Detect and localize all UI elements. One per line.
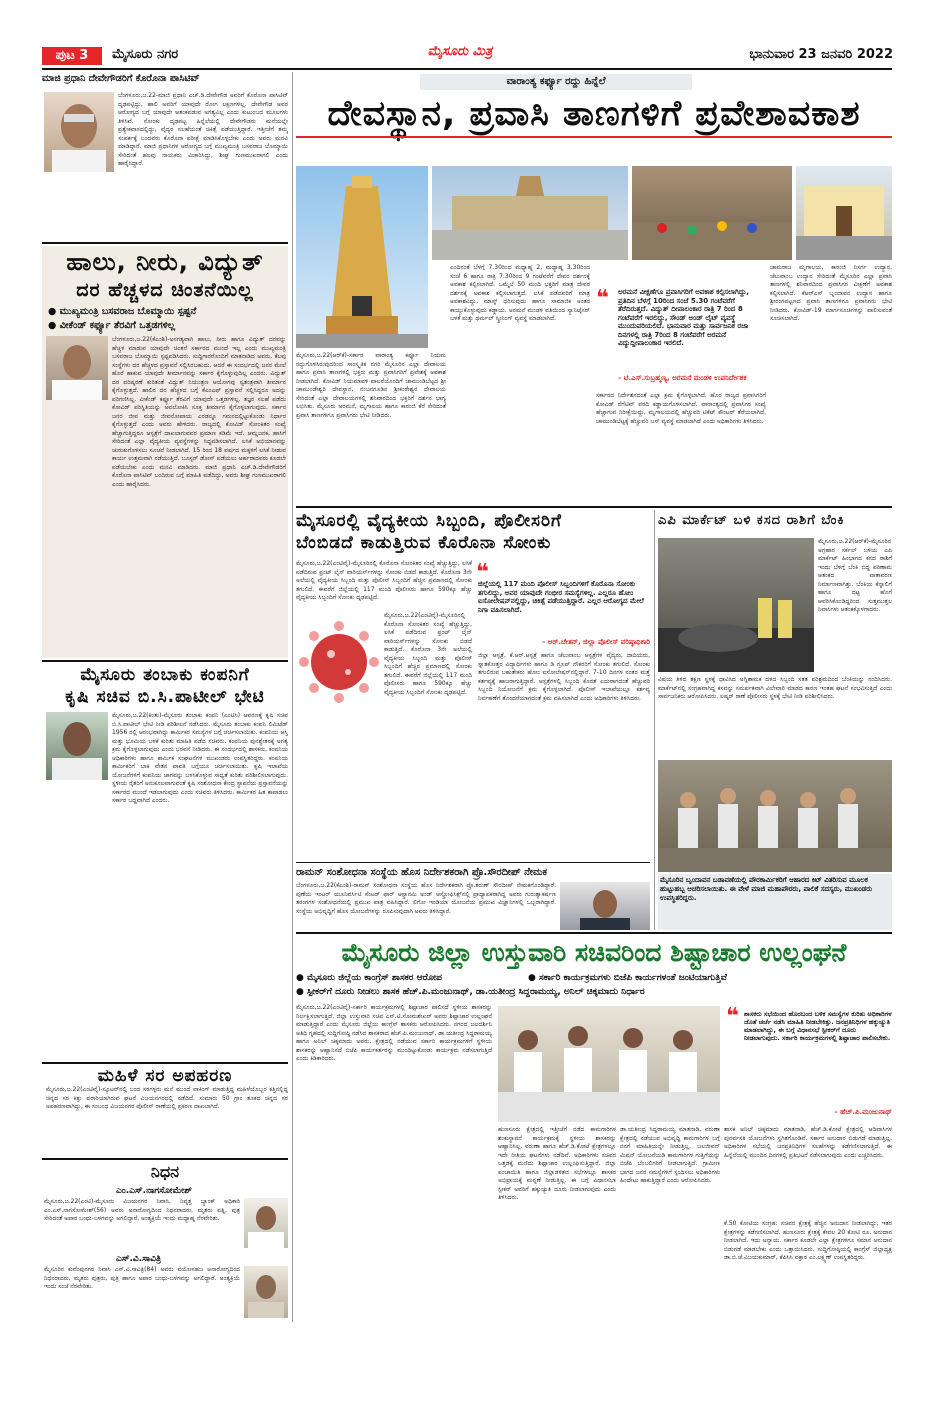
obituary-photo-1	[244, 1198, 288, 1248]
palace-photo	[432, 166, 628, 260]
obituary-name-1: ಎಂ.ಎಸ್.ನಾಗಸೋಮೇಶ್	[116, 1186, 192, 1196]
issue-date: ಭಾನುವಾರ 23 ಜನವರಿ 2022	[749, 47, 893, 62]
page-number-badge: ಪುಟ 3	[42, 47, 102, 65]
minister-body-3: ಡಾ.ಯತೀಂದ್ರ ಸಿದ್ದರಾಮಯ್ಯ ಮಾತನಾಡಿ, ವರುಣಾ ಕ್ಷೇತ್ರದಲ್ಲಿ ನಡೆಯುವ ಅಭಿವೃದ್ಧಿ ಕಾಮಗಾರಿಗಳ ಬಗ್ಗೆ ನನಗೆ ಮಾಹಿತಿಯನ್ನೇ ನೀಡುತ್ತಿಲ್ಲ. ಜಲಜೀವನ್ ಮಿಷನ್ ಯೋಜನೆಯಡಿ ಕಾಮಗಾರಿಗಳ ಗುತ್ತಿಗೆಯನ್ನು ಬಿಜೆಪಿ ಬೆಂಬಲಿಗರಿಗೆ ನೀಡಲಾಗುತ್ತಿದೆ. ಗ್ರಾಮೀಣ ಭಾಗದ ಜನರ ಸಮಸ್ಯೆಗಳಿಗೆ ಸ್ಪಂದಿಸಲು ಅಧಿಕಾರಿಗಳು ಹಿಂದೇಟು ಹಾಕುತ್ತಿದ್ದಾರೆ ಎಂದು ಆರೋಪಿಸಿದರು.	[620, 1126, 720, 1184]
raman-body: ಬೆಂಗಳೂರು,ಜ.22(ಕೆಎಂಶಿ)-ರಾಮನ್ ಸಂಶೋಧನಾ ಸಂಸ್ಥೆಯ ಹೊಸ ನಿರ್ದೇಶಕರಾಗಿ ಪ್ರೊ.ತರುಣ್ ಸೌರದೀಪ್ ನೇಮಕಗೊಂಡಿದ್ದಾರೆ. ಪುಣೆಯ ಇಂಟರ್ ಯೂನಿವರ್ಸಿಟಿ ಸೆಂಟರ್ ಫಾರ್ ಆಸ್ಟ್ರಾನಮಿ ಅಂಡ್ ಆಸ್ಟ್ರೋಫಿಸಿಕ್ಸ್‌ನಲ್ಲಿ ಪ್ರಾಧ್ಯಾಪಕರಾಗಿದ್ದ ಅವರು ಗುರುತ್ವಾಕರ್ಷಣ ತರಂಗಗಳ ಸಂಶೋಧನೆಯಲ್ಲಿ ಪ್ರಮುಖ ಪಾತ್ರ ವಹಿಸಿದ್ದಾರೆ. ಲಿಗೋ ಇಂಡಿಯಾ ಯೋಜನೆಯ ಪ್ರಮುಖ ವಿಜ್ಞಾನಿಗಳಲ್ಲಿ ಒಬ್ಬರಾಗಿದ್ದಾರೆ. ಸಂಸ್ಥೆಯ ಅಭಿವೃದ್ಧಿಗೆ ಹೊಸ ಯೋಜನೆಗಳನ್ನು ರೂಪಿಸುವುದಾಗಿ ಅವರು ತಿಳಿಸಿದ್ದಾರೆ.	[296, 882, 556, 915]
milk-headline-2: ದರ ಹೆಚ್ಚಳದ ಚಿಂತನೆಯಿಲ್ಲ	[76, 279, 254, 301]
paper-logo: ಮೈಸೂರು ಮಿತ್ರ	[427, 44, 493, 59]
tobacco-headline-1: ಮೈಸೂರು ತಂಬಾಕು ಕಂಪನಿಗೆ	[80, 665, 250, 685]
zoo-photo	[632, 166, 792, 260]
column-divider	[292, 72, 293, 1322]
raman-headline: ರಾಮನ್ ಸಂಶೋಧನಾ ಸಂಸ್ಥೆಯ ಹೊಸ ನಿರ್ದೇಶಕರಾಗಿ ಪ್ರೊ.ಸೌರದೀಪ್ ನೇಮಕ	[296, 867, 547, 878]
temple-quote-by: – ಟಿ.ಎಸ್.ಸುಬ್ರಹ್ಮಣ್ಯ, ಅರಮನೆ ಮಂಡಳಿ ಉಪನಿರ್ದೇಶಕ	[618, 374, 747, 382]
divider	[42, 242, 288, 244]
divider	[42, 1158, 288, 1160]
milk-body: ಬೆಂಗಳೂರು,ಜ.22(ಕೆಎಂಶಿ)-ಅನಗತ್ಯವಾಗಿ ಹಾಲು, ನೀರು ಹಾಗೂ ವಿದ್ಯುತ್ ದರವನ್ನು ಹೆಚ್ಚಳ ಮಾಡುವ ಯಾವುದೇ ಚಿಂತನೆ ಸರ್ಕಾರದ ಮುಂದೆ ಇಲ್ಲ ಎಂದು ಮುಖ್ಯಮಂತ್ರಿ ಬಸವರಾಜ ಬೊಮ್ಮಾಯಿ ಸ್ಪಷ್ಟಪಡಿಸಿದರು. ಸುದ್ದಿಗಾರರೊಂದಿಗೆ ಮಾತನಾಡಿದ ಅವರು, ಕೆಲವು ಸಂಸ್ಥೆಗಳು ದರ ಹೆಚ್ಚಳದ ಪ್ರಸ್ತಾವನೆ ಸಲ್ಲಿಸಿರಬಹುದು. ಆದರೆ ಈ ಸಂದರ್ಭದಲ್ಲಿ ಜನರ ಮೇಲೆ ಹೊರೆ ಹಾಕುವ ಯಾವುದೇ ತೀರ್ಮಾನವನ್ನು ಸರ್ಕಾರ ಕೈಗೊಳ್ಳುವುದಿಲ್ಲ ಎಂದರು. ವಿದ್ಯುತ್ ದರ ಪರಿಷ್ಕರಣೆ ಕುರಿತಂತೆ ವಿದ್ಯುತ್ ನಿಯಂತ್ರಣ ಆಯೋಗವು ಸ್ವತಂತ್ರವಾಗಿ ತೀರ್ಮಾನ ಕೈಗೊಳ್ಳುತ್ತದೆ. ಹಾಲಿನ ದರ ಹೆಚ್ಚಳದ ಬಗ್ಗೆ ಕೆಎಂಎಫ್ ಪ್ರಸ್ತಾವನೆ ಸಲ್ಲಿಸಿದ್ದರೂ ಅದನ್ನು ಪರಿಗಣಿಸಿಲ್ಲ. ವೀಕೆಂಡ್ ಕರ್ಫ್ಯೂ ತೆರವಿಗೆ ಯಾವುದೇ ಒತ್ತಡಗಳಿಲ್ಲ. ತಜ್ಞರ ಸಲಹೆ ಪಡೆದು ಕೋವಿಡ್ ಪರಿಸ್ಥಿತಿಯನ್ನು ಅವಲೋಕಿಸಿ ಸೂಕ್ತ ತೀರ್ಮಾನ ಕೈಗೊಳ್ಳಲಾಗುವುದು. ಸರ್ಕಾರ ಜನರ ಜೀವ ಮತ್ತು ಜೀವನೋಪಾಯ ಎರಡನ್ನೂ ಗಮನದಲ್ಲಿಟ್ಟುಕೊಂಡು ನಿರ್ಧಾರ ಕೈಗೊಳ್ಳುತ್ತದೆ ಎಂದು ಅವರು ಹೇಳಿದರು. ರಾಜ್ಯದಲ್ಲಿ ಕೋವಿಡ್ ಸೋಂಕಿತರ ಸಂಖ್ಯೆ ಹೆಚ್ಚಾಗುತ್ತಿದ್ದರೂ ಆಸ್ಪತ್ರೆಗೆ ದಾಖಲಾಗುವವರ ಪ್ರಮಾಣ ಕಡಿಮೆ ಇದೆ. ಆಮ್ಲಜನಕ, ಹಾಸಿಗೆ ಸೇರಿದಂತೆ ಎಲ್ಲಾ ವೈದ್ಯಕೀಯ ವ್ಯವಸ್ಥೆಗಳನ್ನು ಸಿದ್ಧಪಡಿಸಲಾಗಿದೆ. ಲಸಿಕೆ ಅಭಿಯಾನವನ್ನು ಚುರುಕುಗೊಳಿಸಲು ಸೂಚನೆ ನೀಡಲಾಗಿದೆ. 15 ರಿಂದ 18 ವರ್ಷದ ಮಕ್ಕಳಿಗೆ ಲಸಿಕೆ ನೀಡುವ ಕಾರ್ಯ ಉತ್ತಮವಾಗಿ ನಡೆಯುತ್ತಿದೆ. ಬೂಸ್ಟರ್ ಡೋಸ್ ಪಡೆಯಲು ಅರ್ಹರಾದವರು ಕೂಡಲೇ ಪಡೆಯಬೇಕು ಎಂದು ಮನವಿ ಮಾಡಿದರು. ಮಾಜಿ ಪ್ರಧಾನಿ ಎಚ್.ಡಿ.ದೇವೇಗೌಡರಿಗೆ ಕೊರೊನಾ ಪಾಸಿಟಿವ್ ಬಂದಿರುವ ಬಗ್ಗೆ ಮಾಹಿತಿ ಪಡೆದಿದ್ದು, ಅವರು ಶೀಘ್ರ ಗುಣಮುಖರಾಗಲಿ ಎಂದು ಹಾರೈಸಿದರು.	[112, 336, 286, 488]
obituary-name-2: ಎಸ್.ವಿ.ಸಾವಿತ್ರಿ	[116, 1254, 162, 1264]
quote-mark-icon: ❝	[596, 286, 609, 311]
birthday-caption: ಮೈಸೂರಿನ ಬೃಂದಾವನ ಬಡಾವಣೆಯಲ್ಲಿ ಪೌರಕಾರ್ಮಿಕರಿಗೆ ಆಹಾರದ ಕಿಟ್ ವಿತರಿಸುವ ಮೂಲಕ ಹುಟ್ಟುಹಬ್ಬ ಆಚರಿಸಲಾಯಿತು. ಈ ವೇಳೆ ಮಾಜಿ ಮಹಾಪೌರರು, ಪಾಲಿಕೆ ಸದಸ್ಯರು, ಮುಖಂಡರು ಉಪಸ್ಥಿತರಿದ್ದರು.	[658, 874, 892, 930]
market-headline: ಎಪಿ ಮಾರ್ಕೆಟ್ ಬಳಿ ಕಸದ ರಾಶಿಗೆ ಬೆಂಕಿ	[658, 513, 845, 528]
temple-headline: ದೇವಸ್ಥಾನ, ಪ್ರವಾಸಿ ತಾಣಗಳಿಗೆ ಪ್ರವೇಶಾವಕಾಶ	[327, 94, 861, 134]
cm-photo	[46, 336, 108, 400]
obituary-photo-2	[244, 1266, 288, 1318]
temple-entrance-photo	[796, 166, 892, 260]
minister-bullet-2: ● ಸರ್ಕಾರಿ ಕಾರ್ಯಕ್ರಮಗಳು ಬಿಜೆಪಿ ಕಾರ್ಯಗಳಂತೆ ಜಂಟಿಯಾಗುತ್ತಿವೆ	[528, 973, 727, 983]
minister-body-1: ಮೈಸೂರು,ಜ.22(ಎಂಟಿವೈ)-ಸರ್ಕಾರಿ ಕಾರ್ಯಕ್ರಮಗಳಲ್ಲಿ ಶಿಷ್ಟಾಚಾರ ಪಾಲಿಸದೆ ಸ್ಥಳೀಯ ಶಾಸಕರನ್ನು ನಿರ್ಲಕ್ಷಿಸಲಾಗುತ್ತಿದೆ. ಜಿಲ್ಲಾ ಉಸ್ತುವಾರಿ ಸಚಿವ ಎಸ್.ಟಿ.ಸೋಮಶೇಖರ್ ಅವರು ಶಿಷ್ಟಾಚಾರ ಉಲ್ಲಂಘನೆ ಮಾಡುತ್ತಿದ್ದಾರೆ ಎಂದು ಮೈಸೂರು ಜಿಲ್ಲೆಯ ಕಾಂಗ್ರೆಸ್ ಶಾಸಕರು ಆರೋಪಿಸಿದರು. ನಗರದ ಜಲದರ್ಶಿನಿ ಅತಿಥಿ ಗೃಹದಲ್ಲಿ ಸುದ್ದಿಗೋಷ್ಠಿ ನಡೆಸಿದ ಶಾಸಕರಾದ ಹೆಚ್.ಪಿ.ಮಂಜುನಾಥ್, ಡಾ.ಯತೀಂದ್ರ ಸಿದ್ದರಾಮಯ್ಯ ಹಾಗೂ ಅನಿಲ್ ಚಿಕ್ಕಮಾದು ಅವರು, ಕ್ಷೇತ್ರದಲ್ಲಿ ನಡೆಯುವ ಸರ್ಕಾರಿ ಕಾರ್ಯಕ್ರಮಗಳಿಗೆ ಸ್ಥಳೀಯ ಶಾಸಕರನ್ನು ಆಹ್ವಾನಿಸದೆ ಬಿಜೆಪಿ ಕಾರ್ಯಕರ್ತರನ್ನು ಮುಂದಿಟ್ಟುಕೊಂಡು ಕಾರ್ಯಕ್ರಮ ನಡೆಸಲಾಗುತ್ತಿದೆ ಎಂದು ಕಿಡಿಕಾರಿದರು.	[296, 1004, 492, 1062]
birthday-photo	[658, 760, 892, 872]
milk-bullet-1: ● ಮುಖ್ಯಮಂತ್ರಿ ಬಸವರಾಜ ಬೊಮ್ಮಾಯಿ ಸ್ಪಷ್ಟನೆ	[48, 306, 197, 317]
temple-body-3: ಸರ್ಕಾರದ ನಿರ್ದೇಶನದಂತೆ ಎಲ್ಲಾ ಕ್ರಮ ಕೈಗೊಳ್ಳಲಾಗಿದೆ. ಹೊರ ರಾಜ್ಯದ ಪ್ರವಾಸಿಗರಿಗೆ ಕೋವಿಡ್ ನೆಗೆಟಿವ್ ವರದಿ ಕಡ್ಡಾಯಗೊಳಿಸಲಾಗಿದೆ. ವಾರಾಂತ್ಯದಲ್ಲಿ ಪ್ರವಾಸಿಗರ ಸಂಖ್ಯೆ ಹೆಚ್ಚಾಗುವ ನಿರೀಕ್ಷೆಯಿದ್ದು, ಮೃಗಾಲಯದಲ್ಲಿ ಹೆಚ್ಚುವರಿ ಟಿಕೆಟ್ ಕೌಂಟರ್ ತೆರೆಯಲಾಗಿದೆ. ಚಾಮುಂಡಿಬೆಟ್ಟಕ್ಕೆ ಹೆಚ್ಚುವರಿ ಬಸ್ ವ್ಯವಸ್ಥೆ ಮಾಡಲಾಗಿದೆ ಎಂದು ಅಧಿಕಾರಿಗಳು ತಿಳಿಸಿದರು.	[596, 392, 766, 425]
chamundi-temple-photo	[296, 166, 428, 348]
quote-mark-icon: ❝	[476, 560, 489, 585]
devegowda-photo	[44, 92, 114, 172]
covid-body-2: ಜಿಲ್ಲಾ ಆಸ್ಪತ್ರೆ, ಕೆ.ಆರ್.ಆಸ್ಪತ್ರೆ ಹಾಗೂ ಚೆಲುವಾಂಬ ಆಸ್ಪತ್ರೆಗಳ ವೈದ್ಯರು, ದಾದಿಯರು, ಸ್ನಾತಕೋತ್ತರ ವಿದ್ಯಾರ್ಥಿಗಳು ಹಾಗೂ ಡಿ ಗ್ರೂಪ್ ನೌಕರರಿಗೆ ಸೋಂಕು ತಗುಲಿದೆ. ಸೋಂಕು ತಗುಲಿರುವ ಬಹುತೇಕರು ಹೋಂ ಐಸೋಲೇಷನ್‌ನಲ್ಲಿದ್ದಾರೆ. 7-10 ದಿನಗಳ ನಂತರ ಮತ್ತೆ ಕರ್ತವ್ಯಕ್ಕೆ ಹಾಜರಾಗುತ್ತಿದ್ದಾರೆ. ಆಸ್ಪತ್ರೆಗಳಲ್ಲಿ ಸಿಬ್ಬಂದಿ ಕೊರತೆ ಎದುರಾಗದಂತೆ ಹೆಚ್ಚುವರಿ ಸಿಬ್ಬಂದಿ ನಿಯೋಜನೆಗೆ ಕ್ರಮ ಕೈಗೊಳ್ಳಲಾಗಿದೆ. ಪೊಲೀಸ್ ಇಲಾಖೆಯಲ್ಲೂ ಕರ್ತವ್ಯ ನಿರ್ವಹಣೆಗೆ ತೊಂದರೆಯಾಗದಂತೆ ಕ್ರಮ ವಹಿಸಲಾಗಿದೆ ಎಂದು ಅಧಿಕಾರಿಗಳು ತಿಳಿಸಿದರು.	[478, 652, 650, 702]
market-body-1: ಮೈಸೂರು,ಜ.22(ಆರ್‌ಕೆ)-ಮೈಸೂರಿನ ಅಗ್ರಹಾರ ಸರ್ಕಲ್ ಬಳಿಯ ಎಪಿ ಮಾರ್ಕೆಟ್ ಹಿಂಭಾಗದ ಕಸದ ರಾಶಿಗೆ ಇಂದು ಬೆಳಿಗ್ಗೆ ಬೆಂಕಿ ಬಿದ್ದ ಪರಿಣಾಮ ಆತಂಕದ ವಾತಾವರಣ ನಿರ್ಮಾಣವಾಗಿತ್ತು. ಬೆಂಕಿಯ ಕೆನ್ನಾಲಿಗೆ ಹಾಗೂ ದಟ್ಟ ಹೊಗೆ ಆವರಿಸಿಕೊಂಡಿದ್ದರಿಂದ ಸುತ್ತಮುತ್ತಲ ನಿವಾಸಿಗಳು ಆತಂಕಕ್ಕೊಳಗಾದರು.	[818, 538, 892, 613]
masthead-rule	[42, 68, 892, 70]
tobacco-headline-2: ಕೃಷಿ ಸಚಿವ ಬಿ.ಸಿ.ಪಾಟೀಲ್ ಭೇಟಿ	[65, 687, 265, 707]
obituary-title: ನಿಧನ	[150, 1162, 180, 1181]
covid-headline-2: ಬೆಂಬಿಡದೆ ಕಾಡುತ್ತಿರುವ ಕೊರೊನಾ ಸೋಂಕು	[296, 533, 552, 553]
virus-icon	[296, 612, 382, 712]
column-divider	[654, 510, 655, 930]
divider	[296, 932, 892, 934]
chain-body: ಮೈಸೂರು,ಜ.22(ಎಂಟಿವೈ)-ಸ್ಕೂಟರ್‌ನಲ್ಲಿ ಬಂದ ಸರಗಳ್ಳರು ಮನೆ ಮುಂದೆ ವಾಕಿಂಗ್ ಮಾಡುತ್ತಿದ್ದ ಮಹಿಳೆಯೊಬ್ಬರ ಕತ್ತಿನಲ್ಲಿದ್ದ ಚಿನ್ನದ ಸರ ಕಿತ್ತು ಪರಾರಿಯಾಗಿರುವ ಘಟನೆ ವಿಜಯನಗರದಲ್ಲಿ ನಡೆದಿದೆ. ಸುಮಾರು 50 ಗ್ರಾಂ ತೂಕದ ಚಿನ್ನದ ಸರ ಅಪಹರಣವಾಗಿದ್ದು, ಈ ಸಂಬಂಧ ವಿಜಯನಗರ ಪೊಲೀಸ್ ಠಾಣೆಯಲ್ಲಿ ಪ್ರಕರಣ ದಾಖಲಾಗಿದೆ.	[46, 1086, 288, 1110]
chain-headline: ಮಹಿಳೆ ಸರ ಅಪಹರಣ	[97, 1066, 233, 1086]
covid-quote: ಜಿಲ್ಲೆಯಲ್ಲಿ 117 ಮಂದಿ ಪೊಲೀಸ್ ಸಿಬ್ಬಂದಿಗಳಿಗೆ ಕೊರೊನಾ ಸೋಂಕು ತಗುಲಿದ್ದು, ಅವರ ಯಾವುದೇ ಗಂಭೀರ ಸಮಸ್ಯೆಗಳಿಲ್ಲ. ಎಲ್ಲರೂ ಹೋಂ ಐಸೋಲೇಷನ್‌ನಲ್ಲಿದ್ದು, ಚಿಕಿತ್ಸೆ ಪಡೆಯುತ್ತಿದ್ದಾರೆ. ಎಲ್ಲರ ಆರೋಗ್ಯದ ಮೇಲೆ ನಿಗಾ ವಹಿಸಲಾಗಿದೆ.	[478, 580, 644, 614]
divider	[42, 660, 288, 662]
minister-body-2: ಹುಣಸೂರು ಕ್ಷೇತ್ರದಲ್ಲಿ ಇತ್ತೀಚೆಗೆ ನಡೆದ ಕಾಮಗಾರಿಗಳ ಶಂಕುಸ್ಥಾಪನೆ ಕಾರ್ಯಕ್ರಮಕ್ಕೆ ಸ್ಥಳೀಯ ಶಾಸಕರನ್ನು ಆಹ್ವಾನಿಸಿಲ್ಲ. ವರುಣಾ ಹಾಗೂ ಹೆಚ್.ಡಿ.ಕೋಟೆ ಕ್ಷೇತ್ರಗಳಲ್ಲೂ ಇದೇ ರೀತಿಯ ಘಟನೆಗಳು ನಡೆದಿವೆ. ಅಧಿಕಾರಿಗಳು ಸಚಿವರ ಒತ್ತಡಕ್ಕೆ ಮಣಿದು ಶಿಷ್ಟಾಚಾರ ಉಲ್ಲಂಘಿಸುತ್ತಿದ್ದಾರೆ. ಜಿಲ್ಲಾ ಪಂಚಾಯಿತಿ ಹಾಗೂ ಜಿಲ್ಲಾಡಳಿತದ ಸಭೆಗಳಲ್ಲೂ ಶಾಸಕರ ಅಭಿಪ್ರಾಯಕ್ಕೆ ಮನ್ನಣೆ ನೀಡುತ್ತಿಲ್ಲ. ಈ ಬಗ್ಗೆ ವಿಧಾನಸಭಾ ಸ್ಪೀಕರ್ ಅವರಿಗೆ ಹಕ್ಕುಚ್ಯುತಿ ದೂರು ನೀಡಲಾಗುವುದು ಎಂದು ತಿಳಿಸಿದರು.	[498, 1126, 616, 1201]
professor-photo	[560, 882, 650, 930]
temple-kicker: ವಾರಾಂತ್ಯ ಕರ್ಫ್ಯೂ ರದ್ದು ಹಿನ್ನೆಲೆ	[420, 74, 692, 90]
devegowda-headline: ಮಾಜಿ ಪ್ರಧಾನಿ ದೇವೇಗೌಡರಿಗೆ ಕೊರೊನಾ ಪಾಸಿಟಿವ್	[42, 73, 200, 84]
divider	[42, 1062, 288, 1064]
headline-rule	[296, 136, 892, 138]
temple-quote: ಅರಮನೆ ವೀಕ್ಷಣೆಗೂ ಪ್ರವಾಸಿಗರಿಗೆ ಅವಕಾಶ ಕಲ್ಪಿಸಲಾಗಿದ್ದು, ಪ್ರತಿದಿನ ಬೆಳಗ್ಗೆ 10ರಿಂದ ಸಂಜೆ 5.30 ಗಂಟೆವರೆಗೆ ತೆರೆದಿರುತ್ತದೆ. ವಿದ್ಯುತ್ ದೀಪಾಲಂಕಾರ ರಾತ್ರಿ 7 ರಿಂದ 8 ಗಂಟೆವರೆಗೆ ಇರಲಿದ್ದು, ಸೌಂಡ್ ಅಂಡ್ ಲೈಟ್ ವ್ಯವಸ್ಥೆ ಮುಂದುವರಿಯಲಿದೆ. ಭಾನುವಾರ ಮತ್ತು ಸಾರ್ವಜನಿಕ ರಜಾ ದಿನಗಳಲ್ಲಿ ರಾತ್ರಿ 7ರಿಂದ 8 ಗಂಟೆವರೆಗೆ ಅರಮನೆ ವಿದ್ಯುದ್ದೀಪಾಲಂಕಾರ ಇರಲಿದೆ.	[618, 288, 749, 347]
minister-quote-by: – ಹೆಚ್.ಪಿ.ಮಂಜುನಾಥ್	[834, 1108, 892, 1116]
obituary-body-2: ಮೈಸೂರಿನ ಕುವೆಂಪುನಗರ ನಿವಾಸಿ ಎಸ್.ವಿ.ಸಾವಿತ್ರಿ(84) ಅವರು ವಯೋಸಹಜ ಅನಾರೋಗ್ಯದಿಂದ ನಿಧನರಾದರು. ಮೃತರು ಪುತ್ರರು, ಪುತ್ರಿ ಹಾಗೂ ಅಪಾರ ಬಂಧು-ಬಳಗವನ್ನು ಅಗಲಿದ್ದಾರೆ. ಅಂತ್ಯಕ್ರಿಯೆ ಇಂದು ಸಂಜೆ ನೆರವೇರಿತು.	[44, 1266, 240, 1290]
quote-mark-icon: ❝	[726, 1004, 739, 1029]
minister-headline: ಮೈಸೂರು ಜಿಲ್ಲಾ ಉಸ್ತುವಾರಿ ಸಚಿವರಿಂದ ಶಿಷ್ಟಾಚಾರ ಉಲ್ಲಂಘನೆ	[341, 938, 847, 967]
minister-photo	[46, 712, 108, 780]
minister-body-5: ಕೆ.50 ಕೋಟಿಯ ಸಂಗ್ರಹ: ಸಚಿವರ ಕ್ಷೇತ್ರಕ್ಕೆ ಹೆಚ್ಚಿನ ಅನುದಾನ ನೀಡಲಾಗಿದ್ದು, ಇತರ ಕ್ಷೇತ್ರಗಳನ್ನು ಕಡೆಗಣಿಸಲಾಗಿದೆ. ಹುಣಸೂರು ಕ್ಷೇತ್ರಕ್ಕೆ ಕೇವಲ 20 ಕೋಟಿ ರೂ. ಅನುದಾನ ನೀಡಲಾಗಿದೆ. ಇದು ಅನ್ಯಾಯ. ಸರ್ಕಾರ ಕೂಡಲೇ ಎಲ್ಲಾ ಕ್ಷೇತ್ರಗಳಿಗೂ ಸಮಾನ ಅನುದಾನ ಬಿಡುಗಡೆ ಮಾಡಬೇಕು ಎಂದು ಒತ್ತಾಯಿಸಿದರು. ಸುದ್ದಿಗೋಷ್ಠಿಯಲ್ಲಿ ಕಾಂಗ್ರೆಸ್ ಜಿಲ್ಲಾಧ್ಯಕ್ಷ ಡಾ.ಬಿ.ಜೆ.ವಿಜಯಕುಮಾರ್, ಕೆಪಿಸಿಸಿ ವಕ್ತಾರ ಎಂ.ಲಕ್ಷ್ಮಣ್ ಉಪಸ್ಥಿತರಿದ್ದರು.	[724, 1220, 892, 1261]
covid-headline-1: ಮೈಸೂರಲ್ಲಿ ವೈದ್ಯಕೀಯ ಸಿಬ್ಬಂದಿ, ಪೊಲೀಸರಿಗೆ	[296, 511, 562, 531]
obituary-body-1: ಮೈಸೂರು,ಜ.22(ಎಂಟಿ)-ಮೈಸೂರು ವಿಜಯನಗರ ನಿವಾಸಿ, ನಿವೃತ್ತ ಬ್ಯಾಂಕ್ ಅಧಿಕಾರಿ ಎಂ.ಎಸ್.ನಾಗಸೋಮೇಶ್(56) ಅವರು ಅನಾರೋಗ್ಯದಿಂದ ನಿಧನರಾದರು. ಮೃತರು ಪತ್ನಿ, ಪುತ್ರ ಸೇರಿದಂತೆ ಅಪಾರ ಬಂಧು-ಬಳಗವನ್ನು ಅಗಲಿದ್ದಾರೆ. ಅಂತ್ಯಕ್ರಿಯೆ ಇಂದು ಮಧ್ಯಾಹ್ನ ನೆರವೇರಿತು.	[44, 1198, 240, 1222]
minister-quote: ಶಾಸಕರು ಸಭೆಯಿಂದ ಹೊರಬಂದ ಬಳಿಕ ಸಮಸ್ಯೆಗಳ ಕುರಿತು ಅಧಿಕಾರಿಗಳ ಜೊತೆ ಚರ್ಚೆ ನಡೆಸಿ ಮಾಹಿತಿ ನೀಡಬೇಕಿತ್ತು. ಜನಪ್ರತಿನಿಧಿಗಳ ಹಕ್ಕುಚ್ಯುತಿ ಮಾಡಲಾಗಿದ್ದು, ಈ ಬಗ್ಗೆ ವಿಧಾನಸಭೆ ಸ್ಪೀಕರ್‌ಗೆ ದೂರು ನೀಡಲಾಗುವುದು. ಸರ್ಕಾರಿ ಕಾರ್ಯಕ್ರಮಗಳಲ್ಲಿ ಶಿಷ್ಟಾಚಾರ ಪಾಲಿಸಬೇಕು.	[744, 1010, 892, 1042]
market-fire-photo	[658, 538, 814, 672]
covid-body-1b: ಮೈಸೂರು,ಜ.22(ಎಂಟಿವೈ)-ಮೈಸೂರಿನಲ್ಲಿ ಕೊರೊನಾ ಸೋಂಕಿತರ ಸಂಖ್ಯೆ ಹೆಚ್ಚುತ್ತಿದ್ದು, ಲಸಿಕೆ ಪಡೆದಿರುವ ಫ್ರಂಟ್ ಲೈನ್ ವಾರಿಯರ್ಸ್‌ಗಳನ್ನು ಸೋಂಕು ಬಿಡದೆ ಕಾಡುತ್ತಿದೆ. ಕೊರೊನಾ 3ನೇ ಅಲೆಯಲ್ಲಿ ವೈದ್ಯಕೀಯ ಸಿಬ್ಬಂದಿ ಮತ್ತು ಪೊಲೀಸ್ ಸಿಬ್ಬಂದಿಗೆ ಹೆಚ್ಚಿನ ಪ್ರಮಾಣದಲ್ಲಿ ಸೋಂಕು ತಗುಲಿದೆ. ಈವರೆಗೆ ಜಿಲ್ಲೆಯಲ್ಲಿ 117 ಮಂದಿ ಪೊಲೀಸರು ಹಾಗೂ 590ಕ್ಕೂ ಹೆಚ್ಚು ವೈದ್ಯಕೀಯ ಸಿಬ್ಬಂದಿಗೆ ಸೋಂಕು ದೃಢಪಟ್ಟಿದೆ.	[384, 612, 472, 696]
market-body-2: ವಿಷಯ ತಿಳಿದ ತಕ್ಷಣ ಸ್ಥಳಕ್ಕೆ ಧಾವಿಸಿದ ಅಗ್ನಿಶಾಮಕ ದಳದ ಸಿಬ್ಬಂದಿ ಸತತ ಪರಿಶ್ರಮದಿಂದ ಬೆಂಕಿಯನ್ನು ನಂದಿಸಿದರು. ಮಾರ್ಕೆಟ್‌ನಲ್ಲಿ ಸಂಗ್ರಹವಾಗಿದ್ದ ಕಸವನ್ನು ಸಮರ್ಪಕವಾಗಿ ವಿಲೇವಾರಿ ಮಾಡದ ಕಾರಣ ಇಂತಹ ಘಟನೆ ಸಂಭವಿಸುತ್ತಿದೆ ಎಂದು ಸಾರ್ವಜನಿಕರು ಆರೋಪಿಸಿದರು. ಲಷ್ಕರ್ ಠಾಣೆ ಪೊಲೀಸರು ಸ್ಥಳಕ್ಕೆ ಭೇಟಿ ನೀಡಿ ಪರಿಶೀಲಿಸಿದರು.	[658, 676, 892, 700]
covid-body-1a: ಮೈಸೂರು,ಜ.22(ಎಂಟಿವೈ)-ಮೈಸೂರಿನಲ್ಲಿ ಕೊರೊನಾ ಸೋಂಕಿತರ ಸಂಖ್ಯೆ ಹೆಚ್ಚುತ್ತಿದ್ದು, ಲಸಿಕೆ ಪಡೆದಿರುವ ಫ್ರಂಟ್ ಲೈನ್ ವಾರಿಯರ್ಸ್‌ಗಳನ್ನು ಸೋಂಕು ಬಿಡದೆ ಕಾಡುತ್ತಿದೆ. ಕೊರೊನಾ 3ನೇ ಅಲೆಯಲ್ಲಿ ವೈದ್ಯಕೀಯ ಸಿಬ್ಬಂದಿ ಮತ್ತು ಪೊಲೀಸ್ ಸಿಬ್ಬಂದಿಗೆ ಹೆಚ್ಚಿನ ಪ್ರಮಾಣದಲ್ಲಿ ಸೋಂಕು ತಗುಲಿದೆ. ಈವರೆಗೆ ಜಿಲ್ಲೆಯಲ್ಲಿ 117 ಮಂದಿ ಪೊಲೀಸರು ಹಾಗೂ 590ಕ್ಕೂ ಹೆಚ್ಚು ವೈದ್ಯಕೀಯ ಸಿಬ್ಬಂದಿಗೆ ಸೋಂಕು ದೃಢಪಟ್ಟಿದೆ.	[296, 560, 472, 601]
minister-bullet-3: ● ಸ್ಪೀಕರ್‌ಗೆ ದೂರು ನೀಡಲು ಶಾಸಕ ಹೆಚ್.ಪಿ.ಮಂಜುನಾಥ್, ಡಾ.ಯತೀಂದ್ರ ಸಿದ್ದರಾಮಯ್ಯ, ಅನಿಲ್ ಚಿಕ್ಕಮಾದು ನಿರ್ಧಾರ	[296, 987, 645, 997]
temple-body-2: ಎಂದಿನಂತೆ ಬೆಳಗ್ಗೆ 7.30ರಿಂದ ಮಧ್ಯಾಹ್ನ 2, ಮಧ್ಯಾಹ್ನ 3.30ರಿಂದ ಸಂಜೆ 6 ಹಾಗೂ ರಾತ್ರಿ 7.30ರಿಂದ 9 ಗಂಟೆವರೆಗೆ ದೇವರ ದರ್ಶನಕ್ಕೆ ಅವಕಾಶ ಕಲ್ಪಿಸಲಾಗಿದೆ. ಒಮ್ಮೆಲೆ 50 ಮಂದಿ ಭಕ್ತರಿಗೆ ಮಾತ್ರ ದೇವರ ದರ್ಶನಕ್ಕೆ ಅವಕಾಶ ಕಲ್ಪಿಸಲಾಗುತ್ತದೆ. ಲಸಿಕೆ ಪಡೆದವರಿಗೆ ಮಾತ್ರ ಅವಕಾಶವಿದ್ದು, ಮಾಸ್ಕ್ ಧರಿಸುವುದು ಹಾಗೂ ಸಾಮಾಜಿಕ ಅಂತರ ಕಾಯ್ದುಕೊಳ್ಳುವುದು ಕಡ್ಡಾಯ. ಅರಮನೆ ಮಂಡಳಿ ವತಿಯಿಂದ ಸ್ಯಾನಿಟೈಸರ್ ಬಳಕೆ ಮತ್ತು ಥರ್ಮಲ್ ಸ್ಕ್ರೀನಿಂಗ್ ವ್ಯವಸ್ಥೆ ಮಾಡಲಾಗಿದೆ.	[450, 264, 590, 322]
tobacco-body: ಮೈಸೂರು,ಜ.22(ಕಿಂತು)-ಮೈಸೂರು ತಂಬಾಕು ಕಂಪನಿ (ಎಂಟಿಸಿ) ಆವರಣಕ್ಕೆ ಕೃಷಿ ಸಚಿವ ಬಿ.ಸಿ.ಪಾಟೀಲ್ ಭೇಟಿ ನೀಡಿ ಪರಿಶೀಲನೆ ನಡೆಸಿದರು. ಮೈಸೂರು ತಂಬಾಕು ಕಂಪನಿ ಲಿಮಿಟೆಡ್ 1956 ರಲ್ಲಿ ಆರಂಭವಾಗಿದ್ದು ಕಾರ್ಮಿಕರ ಸಮಸ್ಯೆಗಳ ಬಗ್ಗೆ ಚರ್ಚಿಸಲಾಯಿತು. ಕಂಪನಿಯ ಆಸ್ತಿ ಮತ್ತು ಭೂಮಿಯ ಬಳಕೆ ಕುರಿತು ಮಾಹಿತಿ ಪಡೆದ ಸಚಿವರು, ಕಂಪನಿಯ ಪುನಶ್ಚೇತನಕ್ಕೆ ಅಗತ್ಯ ಕ್ರಮ ಕೈಗೊಳ್ಳಲಾಗುವುದು ಎಂದು ಭರವಸೆ ನೀಡಿದರು. ಈ ಸಂದರ್ಭದಲ್ಲಿ ಶಾಸಕರು, ಕಂಪನಿಯ ಅಧಿಕಾರಿಗಳು ಹಾಗೂ ಕಾರ್ಮಿಕ ಸಂಘಟನೆಗಳ ಮುಖಂಡರು ಉಪಸ್ಥಿತರಿದ್ದರು. ಕಂಪನಿಯ ಕಾರ್ಮಿಕರಿಗೆ ಬಾಕಿ ವೇತನ ಪಾವತಿ ಬಗ್ಗೆಯೂ ಚರ್ಚಿಸಲಾಯಿತು. ಕೃಷಿ ಇಲಾಖೆಯ ಯೋಜನೆಗಳಿಗೆ ಕಂಪನಿಯ ಜಾಗವನ್ನು ಬಳಸಿಕೊಳ್ಳುವ ಸಾಧ್ಯತೆ ಕುರಿತು ಪರಿಶೀಲಿಸಲಾಗುವುದು. ಸ್ಥಳೀಯ ರೈತರಿಗೆ ಅನುಕೂಲವಾಗುವಂತೆ ಕೃಷಿ ಸಂಶೋಧನಾ ಕೇಂದ್ರ ಸ್ಥಾಪನೆಯ ಪ್ರಸ್ತಾವನೆಯನ್ನು ಸರ್ಕಾರದ ಮುಂದೆ ಇಡಲಾಗುವುದು ಎಂದು ಸಚಿವರು ತಿಳಿಸಿದರು. ಕಾರ್ಮಿಕರ ಹಿತ ಕಾಪಾಡಲು ಸರ್ಕಾರ ಬದ್ಧವಾಗಿದೆ ಎಂದರು.	[112, 712, 288, 804]
minister-bullet-1: ● ಮೈಸೂರು ಜಿಲ್ಲೆಯ ಕಾಂಗ್ರೆಸ್ ಶಾಸಕರ ಆರೋಪ	[296, 973, 442, 983]
milk-headline-1: ಹಾಲು, ನೀರು, ವಿದ್ಯುತ್	[66, 248, 264, 276]
temple-body-4: ಚಾಮರಾಜ ಮೃಗಾಲಯ, ಕಾರಂಜಿ ನಿಸರ್ಗ ಉದ್ಯಾನ, ಚೆಲುವಾಂಬ ಉದ್ಯಾನ ಸೇರಿದಂತೆ ಮೈಸೂರಿನ ಎಲ್ಲಾ ಪ್ರವಾಸಿ ತಾಣಗಳಲ್ಲಿ ಶನಿವಾರದಿಂದ ಪ್ರವಾಸಿಗರ ವೀಕ್ಷಣೆಗೆ ಅವಕಾಶ ಕಲ್ಪಿಸಲಾಗಿದೆ. ಕೆಆರ್‌ಎಸ್ ಬೃಂದಾವನ ಉದ್ಯಾನ ಹಾಗೂ ಶ್ರೀರಂಗಪಟ್ಟಣದ ಪ್ರವಾಸಿ ತಾಣಗಳಿಗೂ ಪ್ರವಾಸಿಗರು ಭೇಟಿ ನೀಡಿದರು. ಕೋವಿಡ್-19 ಮಾರ್ಗಸೂಚಿಗಳನ್ನು ಪಾಲಿಸುವಂತೆ ಸೂಚಿಸಲಾಗಿದೆ.	[770, 264, 892, 322]
temple-body-1: ಮೈಸೂರು,ಜ.22(ಆರ್‌ಕೆ)-ಸರ್ಕಾರ ವಾರಾಂತ್ಯ ಕರ್ಫ್ಯೂ ನಿಯಮ ರದ್ದುಗೊಳಿಸಿರುವುದರಿಂದ ಸಾಂಸ್ಕೃತಿಕ ನಗರಿ ಮೈಸೂರಿನ ಎಲ್ಲಾ ದೇವಾಲಯ ಹಾಗೂ ಪ್ರವಾಸಿ ತಾಣಗಳಲ್ಲಿ ಭಕ್ತರು ಮತ್ತು ಪ್ರವಾಸಿಗರಿಗೆ ಪ್ರವೇಶಕ್ಕೆ ಅವಕಾಶ ನೀಡಲಾಗಿದೆ. ಕೋವಿಡ್ ನಿಯಮಾವಳಿ ಪಾಲನೆಯೊಂದಿಗೆ ಚಾಮುಂಡಿಬೆಟ್ಟದ ಶ್ರೀ ಚಾಮುಂಡೇಶ್ವರಿ ದೇವಸ್ಥಾನ, ನಂಜನಗೂಡಿನ ಶ್ರೀಕಂಠೇಶ್ವರ ದೇವಾಲಯ ಸೇರಿದಂತೆ ಎಲ್ಲಾ ದೇವಾಲಯಗಳಲ್ಲಿ ಶನಿವಾರದಿಂದ ಭಕ್ತರಿಗೆ ದರ್ಶನ ಭಾಗ್ಯ ಲಭಿಸಿತು. ಮೈಸೂರು ಅರಮನೆ, ಮೃಗಾಲಯ ಹಾಗೂ ಕಾರಂಜಿ ಕೆರೆ ಸೇರಿದಂತೆ ಪ್ರವಾಸಿ ತಾಣಗಳಿಗೂ ಪ್ರವಾಸಿಗರು ಭೇಟಿ ನೀಡಿದರು.	[296, 352, 446, 419]
devegowda-body: ಬೆಂಗಳೂರು,ಜ.22-ಮಾಜಿ ಪ್ರಧಾನಿ ಎಚ್.ಡಿ.ದೇವೇಗೌಡ ಅವರಿಗೆ ಕೊರೊನಾ ಪಾಸಿಟಿವ್ ದೃಢಪಟ್ಟಿದ್ದು, ಹಾಲಿ ಅವರಿಗೆ ಯಾವುದೇ ರೋಗ ಲಕ್ಷಣಗಳಿಲ್ಲ. ದೇವೇಗೌಡ ಅವರ ಆರೋಗ್ಯದ ಬಗ್ಗೆ ಯಾವುದೇ ಆತಂಕಪಡುವ ಅಗತ್ಯವಿಲ್ಲ ಎಂದು ಕುಟುಂಬದ ಮೂಲಗಳು ತಿಳಿಸಿವೆ. ಸೋಂಕು ದೃಢಪಟ್ಟ ಹಿನ್ನೆಲೆಯಲ್ಲಿ ದೇವೇಗೌಡರು ಮನೆಯಲ್ಲೇ ಪ್ರತ್ಯೇಕವಾಸದಲ್ಲಿದ್ದು, ವೈದ್ಯರ ಸಲಹೆಯಂತೆ ಚಿಕಿತ್ಸೆ ಪಡೆಯುತ್ತಿದ್ದಾರೆ. ಇತ್ತೀಚೆಗೆ ತಮ್ಮ ಸಂಪರ್ಕಕ್ಕೆ ಬಂದವರು ಕೊರೊನಾ ಪರೀಕ್ಷೆ ಮಾಡಿಸಿಕೊಳ್ಳಬೇಕು ಎಂದು ಅವರು ಮನವಿ ಮಾಡಿದ್ದಾರೆ. ಮಾಜಿ ಪ್ರಧಾನಿಗಳ ಆರೋಗ್ಯದ ಬಗ್ಗೆ ಮುಖ್ಯಮಂತ್ರಿ ಬಸವರಾಜ ಬೊಮ್ಮಾಯಿ ಸೇರಿದಂತೆ ಹಲವು ನಾಯಕರು ವಿಚಾರಿಸಿದ್ದು, ಶೀಘ್ರ ಗುಣಮುಖರಾಗಲಿ ಎಂದು ಹಾರೈಸಿದ್ದಾರೆ.	[118, 92, 288, 167]
divider	[296, 862, 650, 863]
section-name: ಮೈಸೂರು ನಗರ	[112, 47, 179, 62]
divider	[296, 506, 892, 508]
minister-body-4: ಶಾಸಕ ಅನಿಲ್ ಚಿಕ್ಕಮಾದು ಮಾತನಾಡಿ, ಹೆಚ್.ಡಿ.ಕೋಟೆ ಕ್ಷೇತ್ರದಲ್ಲಿ ಆದಿವಾಸಿಗಳ ಪುನರ್ವಸತಿ ಯೋಜನೆಗಳು ಸ್ಥಗಿತಗೊಂಡಿವೆ. ಸರ್ಕಾರ ಅನುದಾನ ಬಿಡುಗಡೆ ಮಾಡುತ್ತಿಲ್ಲ. ಅಧಿಕಾರಿಗಳ ಸಭೆಯಲ್ಲಿ ಜನಪ್ರತಿನಿಧಿಗಳ ಸಲಹೆಗಳನ್ನು ಕಡೆಗಣಿಸಲಾಗುತ್ತಿದೆ. ಈ ಹಿನ್ನೆಲೆಯಲ್ಲಿ ಮುಂದಿನ ದಿನಗಳಲ್ಲಿ ಪ್ರತಿಭಟನೆ ನಡೆಸಲಾಗುವುದು ಎಂದು ಎಚ್ಚರಿಸಿದರು.	[724, 1126, 892, 1159]
covid-quote-by: – ಆರ್.ಚೇತನ್, ಜಿಲ್ಲಾ ಪೊಲೀಸ್ ವರಿಷ್ಠಾಧಿಕಾರಿ	[541, 638, 650, 646]
press-meet-photo	[498, 1006, 720, 1122]
milk-bullet-2: ● ವೀಕೆಂಡ್ ಕರ್ಫ್ಯೂ ತೆರವಿಗೆ ಒತ್ತಡಗಳಿಲ್ಲ	[48, 320, 176, 331]
